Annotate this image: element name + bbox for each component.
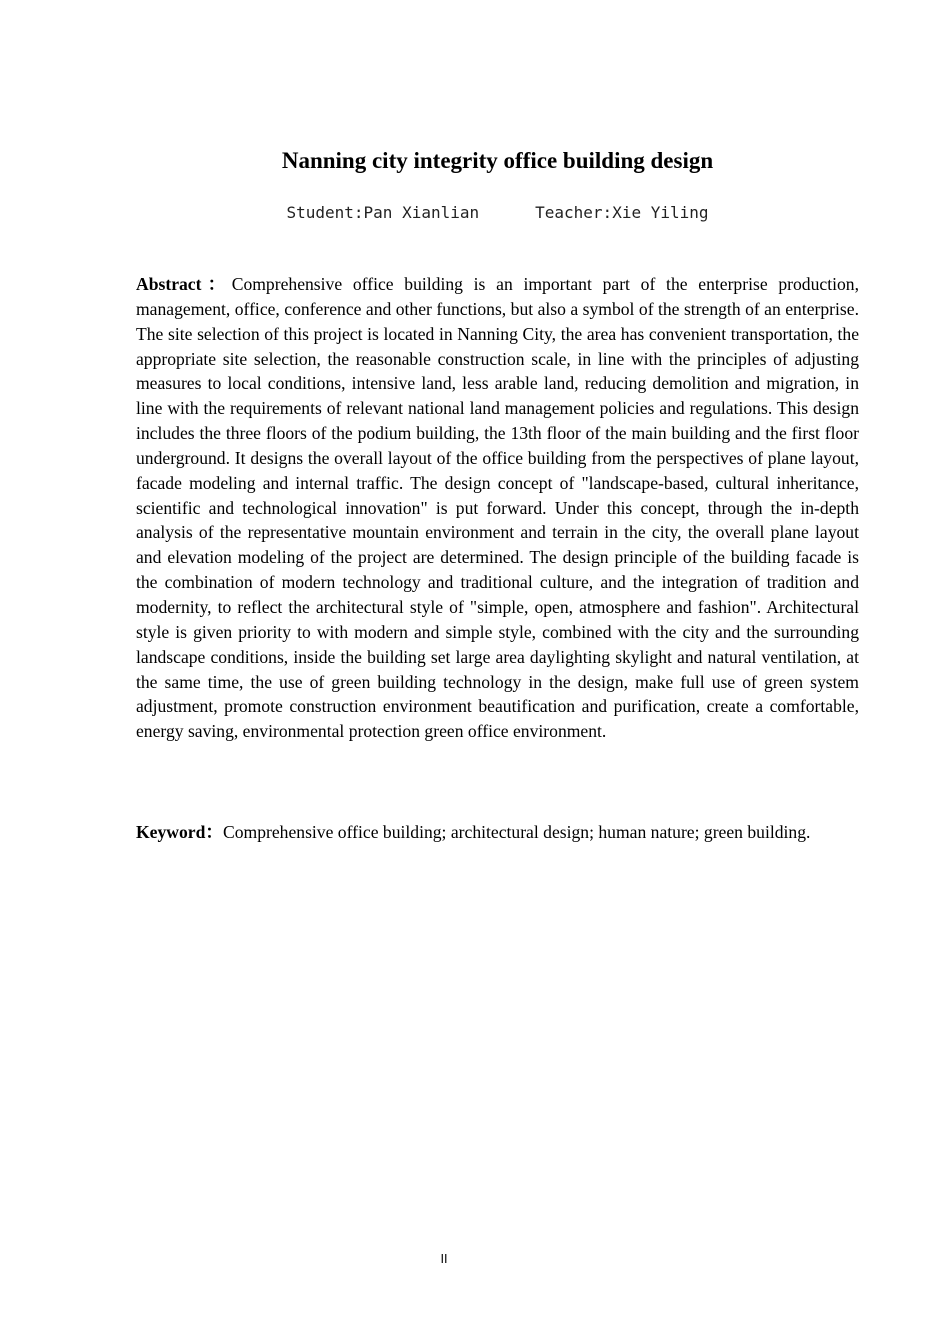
page-number: II: [440, 1252, 448, 1266]
abstract-text: Comprehensive office building is an important part of the enterprise production, management, office, conference and other functions, but also a symbol of the strength of an enterprise. The site selection of this project is located in Nanning City, the area has convenient transportation, the appropriate site selection, the reasonable construction scale, in line with the principles of adjusting measures to local conditions, intensive land, less arable land, reducing demolition and migration, in line with the requirements of relevant national land management policies and regulations. This design includes the three floors of the podium building, the 13th floor of the main building and the first floor underground. It designs the overall layout of the office building from the perspectives of plane layout, facade modeling and internal traffic. The design concept of "landscape-based, cultural inheritance, scientific and technological innovation" is put forward. Under this concept, through the in-depth analysis of the representative mountain environment and terrain in the city, the overall plane layout and elevation modeling of the project are determined. The design principle of the building facade is the combination of modern technology and traditional culture, and the integration of tradition and modernity, to reflect the architectural style of "simple, open, atmosphere and fashion". Architectural style is given priority to with modern and simple style, combined with the city and the surrounding landscape conditions, inside the building set large area daylighting skylight and natural ventilation, at the same time, the use of green building technology in the design, make full use of green system adjustment, promote construction environment beautification and purification, create a comfortable, energy saving, environmental protection green office environment.: [136, 274, 859, 742]
teacher-name: Teacher:Xie Yiling: [535, 203, 709, 222]
page-title: Nanning city integrity office building design: [281, 148, 714, 173]
student-name: Student:Pan Xianlian: [286, 203, 480, 222]
keyword-label: Keyword：: [136, 822, 223, 842]
abstract-paragraph: [136, 272, 859, 744]
byline: [0, 202, 950, 224]
keyword-text: Comprehensive office building; architectural design; human nature; green building.: [222, 822, 811, 842]
abstract-label: Abstract：: [136, 274, 232, 294]
keyword-paragraph: [136, 820, 859, 845]
